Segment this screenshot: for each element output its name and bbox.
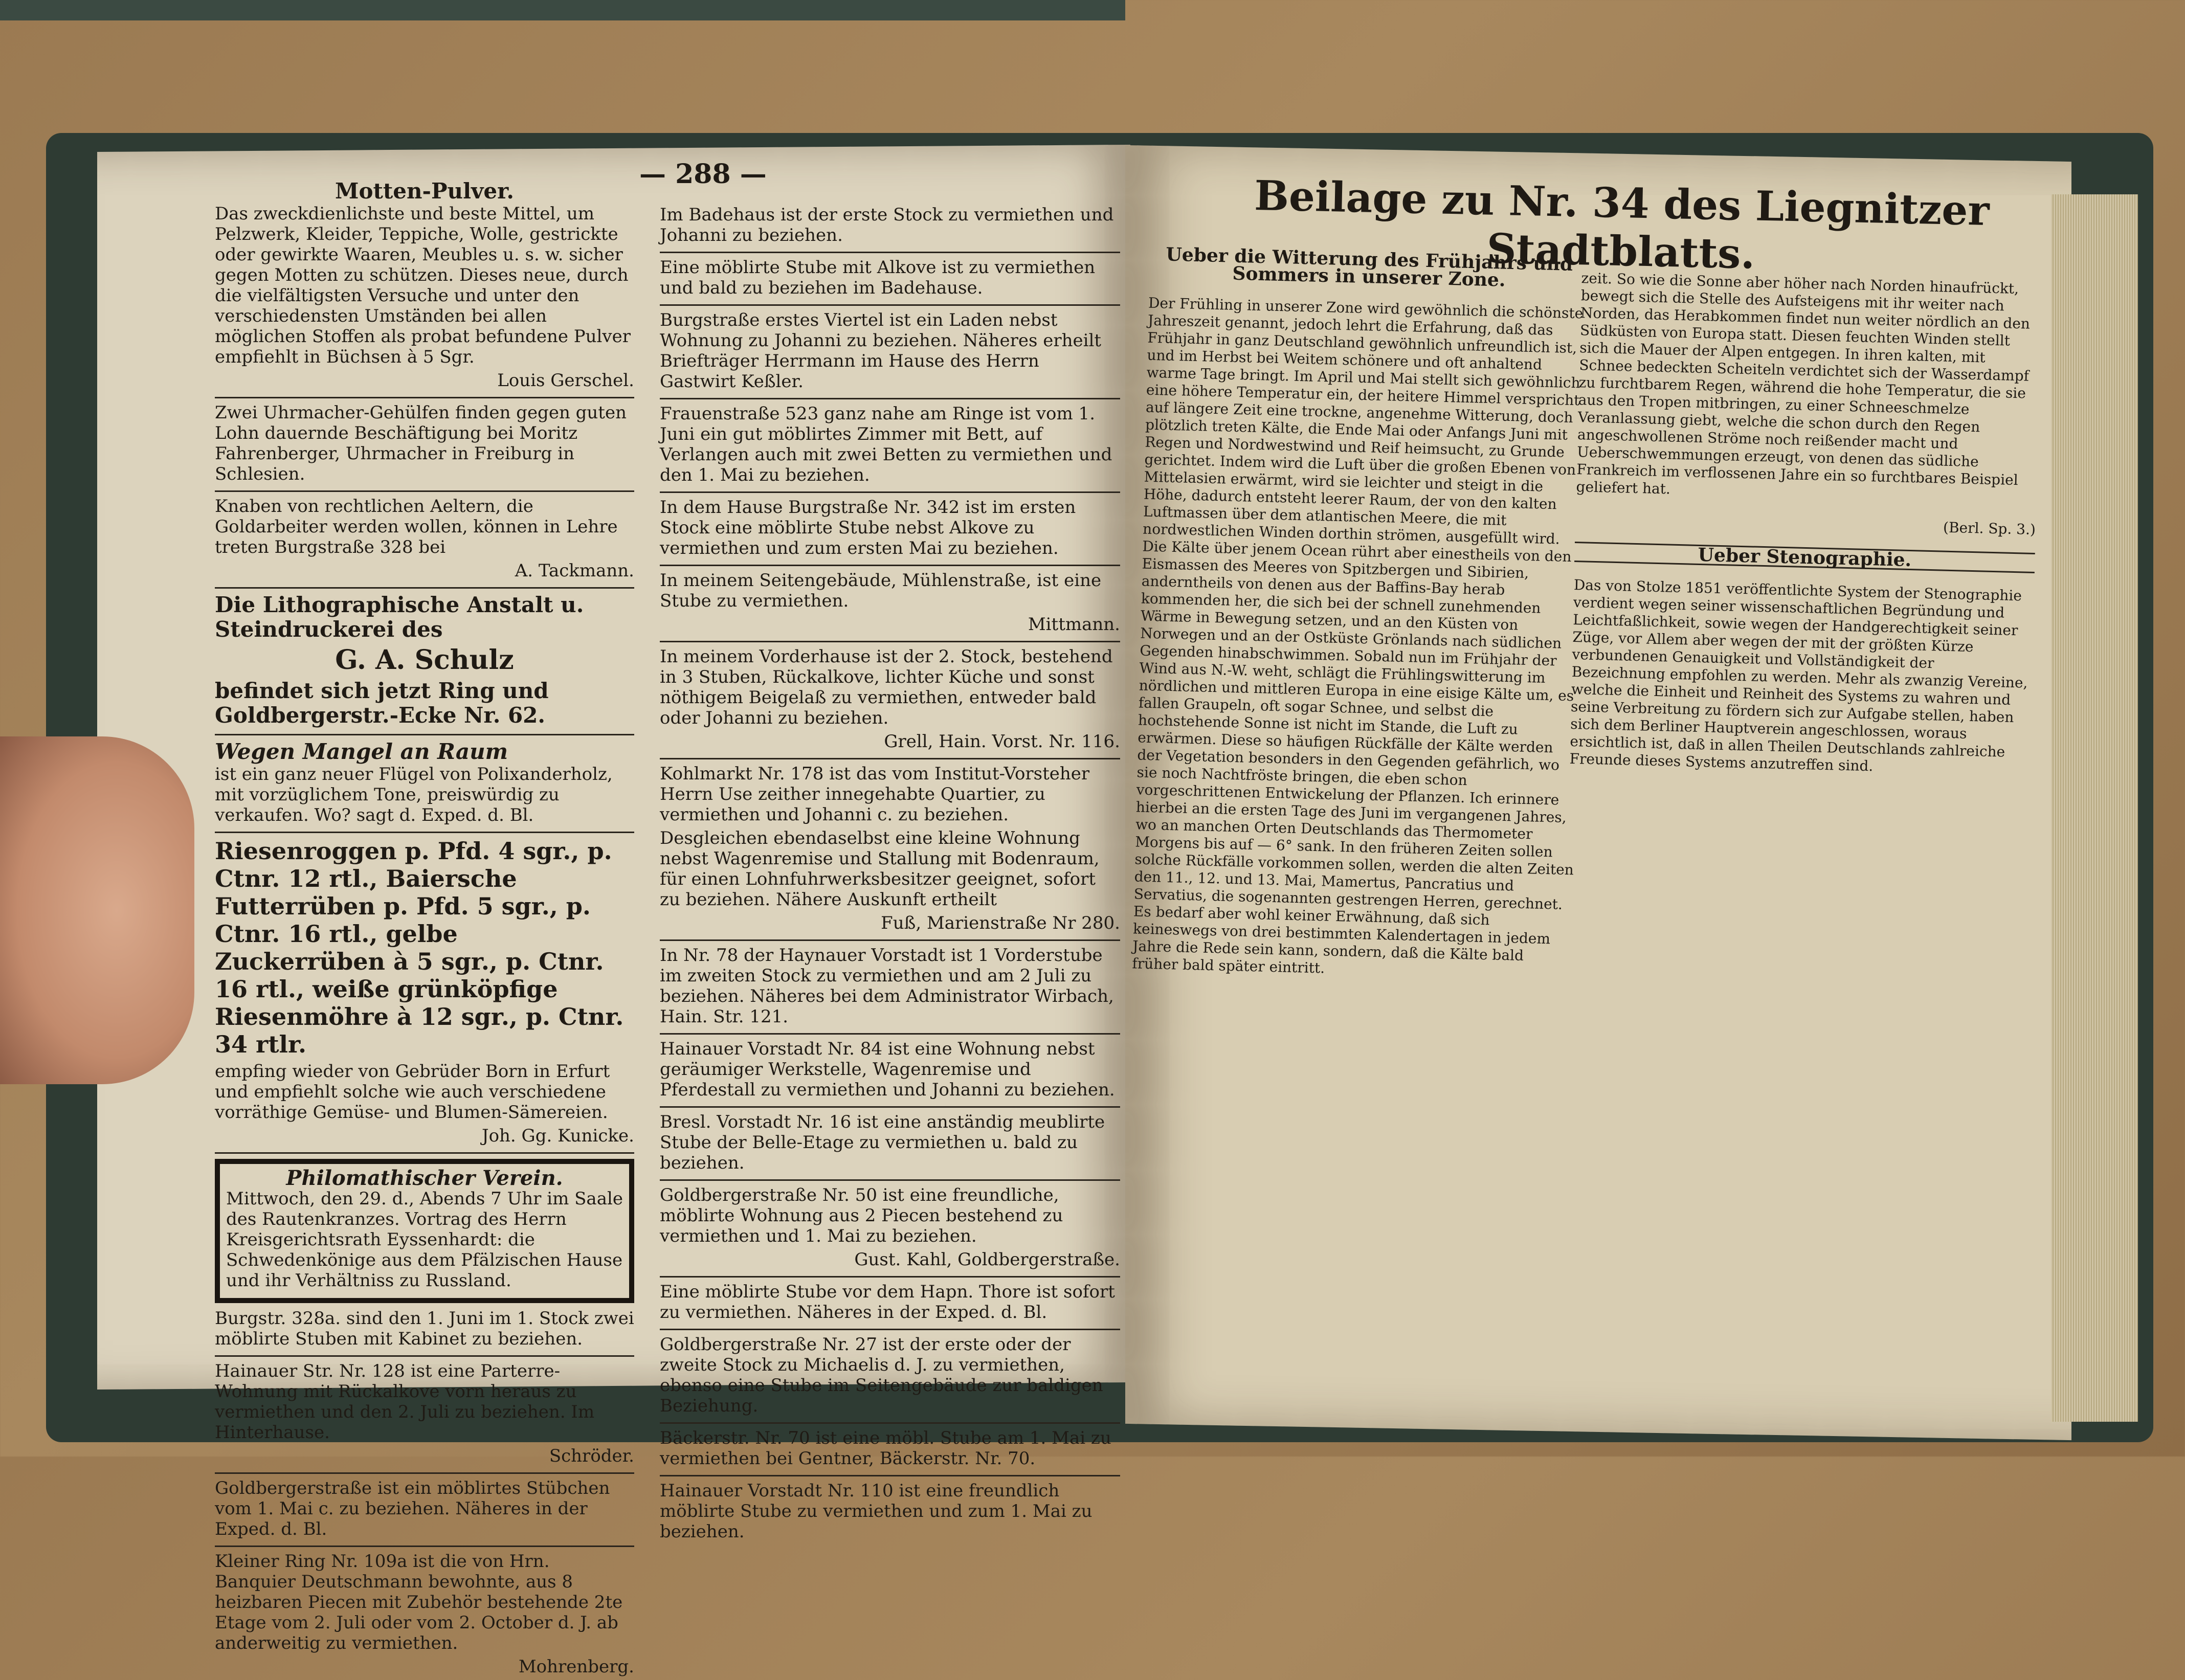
page-number: — 288 — (639, 159, 767, 190)
article-title: Ueber die Witterung des Frühjahrs und Sommers in unserer Zone. (1166, 243, 1573, 291)
ad-text: Goldbergerstraße ist ein möblirtes Stübchen vom 1. Mai c. zu beziehen. Näheres in der Exped. d. Bl. (215, 1478, 610, 1539)
ad-text: Hainauer Str. Nr. 128 ist eine Parterre-Wohnung mit Rückalkove vorn heraus zu vermiethen und den 2. Juli zu beziehen. Im Hinterhause. (215, 1361, 595, 1443)
ad-signature: Louis Gerschel. (497, 370, 634, 391)
ad-title: Die Lithographische Anstalt u. Steindruckerei des (215, 592, 584, 642)
ad-text: Burgstraße erstes Viertel ist ein Laden nebst Wohnung zu Johanni zu beziehen. Näheres erheilt Briefträger Herrmann im Hause des Herrn Gastwirt Keßler. (660, 310, 1102, 392)
ad-lithographie (215, 593, 634, 735)
article-title-stenographie: Ueber Stenographie. (1574, 542, 2035, 573)
ad-baeckerstrasse (660, 1428, 1120, 1476)
page-edges (2051, 194, 2138, 1422)
ad-bresl-vorstadt (660, 1112, 1120, 1181)
ad-wagenremise (660, 828, 1120, 941)
ad-text: In meinem Seitengebäude, Mühlenstraße, ist eine Stube zu vermiethen. (660, 570, 1102, 611)
right-column-1 (1131, 245, 1589, 998)
ad-text: Kohlmarkt Nr. 178 ist das vom Institut-Vorsteher Herrn Use zeither innegehabte Quartier, zu vermiethen und Johanni c. zu beziehen. (660, 764, 1090, 825)
ad-text: Zwei Uhrmacher-Gehülfen finden gegen guten Lohn dauernde Beschäftigung bei Moritz Fahrenberger, Uhrmacher in Freiburg in Schlesien. (215, 402, 627, 484)
ad-text: Riesenroggen p. Pfd. 4 sgr., p. Ctnr. 12 rtl., Baiersche Futterrüben p. Pfd. 5 sgr., p. Ctnr. 16 rtl., gelbe Zuckerrüben à 5 sgr., p. Ctnr. 16 rtl., weiße grünköpfige Riesenmöhre à 12 sgr., p. Ctnr. 34 rtlr. (215, 837, 624, 1058)
ad-goldberger-50 (660, 1185, 1120, 1278)
ad-raum (215, 740, 634, 833)
ad-text: Knaben von rechtlichen Aeltern, die Goldarbeiter werden wollen, können in Lehre treten Burgstraße 328 bei (215, 496, 618, 557)
ad-text: empfing wieder von Gebrüder Born in Erfurt und empfiehlt solche wie auch verschiedene vorräthige Gemüse- und Blumen-Sämereien. (215, 1061, 610, 1123)
ad-text: Hainauer Vorstadt Nr. 84 ist eine Wohnung nebst geräumiger Werkstelle, Wagenremise und Pferdestall zu vermiethen und Johanni zu beziehen. (660, 1039, 1115, 1100)
article-text: Der Frühling in unserer Zone wird gewöhnlich die schönste Jahreszeit genannt, jedoch lehrt die Erfahrung, daß das Frühjahr in ganz Deutschland gewöhnlich unfreundlich ist, und im Herbst bei Weitem schönere und oft anhaltend warme Tage bringt. Im April und Mai stellt sich gewöhnlich eine höhere Temperatur ein, der heitere Himmel verspricht auf längere Zeit eine trockne, angenehme Witterung, doch plötzlich treten Kälte, die Ende Mai oder Anfangs Juni mit Regen und Nordwestwind und Reif heimsucht, zu Grunde gerichtet. Indem wird die Luft über die großen Ebenen von Mittelasien erwärmt, wird sie leichter und steigt in die Höhe, dadurch entsteht leerer Raum, der von den kalten Luftmassen über dem atlantischen Meere, die mit nordwestlichen Winden dorthin strömen, ausgefüllt wird. Die Kälte über jenem Ocean rührt aber einestheils von den Eismassen des Meeres von Spitzbergen und Sibirien, anderntheils von denen aus der Baffins-Bay herab kommenden her, die sich bei der schnell zunehmenden Wärme in Bewegung setzen, und an den Küsten von Norwegen und an der Ostküste Grönlands nach südlichen Gegenden hinabschwimmen. Sobald nun im Frühjahr der Wind aus N.-W. weht, schlägt die Frühlingswitterung im nördlichen und mittleren Europa in eine eisige Kälte um, es fallen Graupeln, oft sogar Schnee, und selbst die hochstehende Sonne ist nicht im Stande, die Luft zu erwärmen. Diese so häufigen Rückfälle der Kälte werden der Vegetation besonders in den Gegenden gefährlich, wo sie noch Nachtfröste bringen, die eben schon vorgeschrittenen Entwickelung der Pflanzen. Ich erinnere hierbei an die ersten Tage des Juni im vergangenen Jahres, wo an manchen Orten Deutschlands das Thermometer Morgens bis auf — 6° sank. In den früheren Zeiten sollen solche Rückfälle vorkommen sollen, werden die alten Zeiten den 11., 12. und 13. Mai, Mamertus, Pancratius und Servatius, die sogenannten gestrengen Herren, gerechnet. Es bedarf aber wohl keiner Erwähnung, daß sich keineswegs von drei bestimmten Kalendertagen in jedem Jahre die Rede sein kann, sondern, daß die Kälte bald früher bald später eintritt. (1132, 294, 1584, 977)
article-text: zeit. So wie die Sonne aber höher nach Norden hinaufrückt, bewegt sich die Stelle des Aufsteigens mit ihr weiter nach Norden, das Herabkommen findet nun weiter nördlich an den Südküsten von Europa statt. Diesen feuchten Winden stellt sich die Mauer der Alpen entgegen. In ihren kalten, mit Schnee bedeckten Scheiteln verdichtet sich der Wasserdampf zu furchtbarem Regen, während die hohe Temperatur, die sie aus den Tropen mitbringen, zu einer Schneeschmelze Veranlassung giebt, welche die schon durch den Regen angeschwollenen Ströme noch reißender macht und Ueberschwemmungen erzeugt, von denen das südliche Frankreich im verflossenen Jahre ein so furchtbares Beispiel geliefert hat. (1576, 270, 2031, 498)
article-text: Das von Stolze 1851 veröffentlichte System der Stenographie verdient wegen seiner wissenschaftlichen Begründung und Leichtfaßlichkeit, sowie wegen der Handgerechtigkeit seiner Züge, vor Allem aber wegen der mit der größten Kürze verbundenen Genauigkeit und Vollständigkeit der Bezeichnung empfohlen zu werden. Mehr als zwanzig Vereine, welche die Einheit und Reinheit des Systems zu wahren und seine Verbreitung zu fördern sich zur Aufgabe stellen, haben sich dem Berliner Hauptverein angeschlossen, woraus ersichtlich ist, daß in allen Theilen Deutschlands zahlreiche Freunde dieses Systems anzutreffen sind. (1569, 576, 2028, 775)
ad-text: befindet sich jetzt Ring und Goldbergerstr.-Ecke Nr. 62. (215, 678, 549, 728)
ad-haynauer-vorstadt (660, 945, 1120, 1035)
ad-kohlmarkt (660, 764, 1120, 825)
ad-burgstrasse (660, 310, 1120, 399)
ad-name: G. A. Schulz (335, 644, 514, 676)
ad-motten (215, 179, 634, 398)
ad-title: Wegen Mangel an Raum (215, 739, 508, 764)
ad-text: Goldbergerstraße Nr. 50 ist eine freundliche, möblirte Wohnung aus 2 Piecen bestehend zu vermiethen und 1. Mai zu beziehen. (660, 1185, 1063, 1246)
right-column-2 (1569, 255, 2042, 793)
ad-frauenstrasse (660, 404, 1120, 493)
ad-signature: Mohrenberg. (518, 1656, 634, 1677)
ad-philomathischer-verein (215, 1159, 634, 1303)
ad-signature: Mittmann. (1028, 614, 1120, 635)
ad-hapn-thore (660, 1282, 1120, 1330)
ad-signature: Grell, Hain. Vorst. Nr. 116. (884, 731, 1120, 752)
ad-kleiner-ring (215, 1551, 634, 1677)
ad-text: Burgstr. 328a. sind den 1. Juni im 1. Stock zwei möblirte Stuben mit Kabinet zu beziehen. (215, 1308, 634, 1349)
masthead: Beilage zu Nr. 34 des Liegnitzer Stadtblatts. (1254, 171, 1990, 278)
ad-text: In dem Hause Burgstraße Nr. 342 ist im ersten Stock eine möblirte Stube nebst Alkove zu vermiethen und zum ersten Mai zu beziehen. (660, 497, 1076, 558)
thumb (0, 736, 194, 1084)
ad-burgstr (215, 1308, 634, 1357)
ad-text: ist ein ganz neuer Flügel von Polixanderholz, mit vorzüglichem Tone, preiswürdig zu verkaufen. Wo? sagt d. Exped. d. Bl. (215, 764, 613, 825)
ad-title: Philomathischer Verein. (286, 1166, 563, 1190)
ad-text: Das zweckdienlichste und beste Mittel, um Pelzwerk, Kleider, Teppiche, Wolle, gestrickte oder gewirkte Waaren, Meubles u. s. w. sicher gegen Motten zu schützen. Dieses neue, durch die vielfältigsten Versuche und unter den verschiedensten Umständen bei allen möglichen Stoffen als probat befundene Pulver empfiehlt in Büchsen à 5 Sgr. (215, 204, 631, 367)
ad-text: Mittwoch, den 29. d., Abends 7 Uhr im Saale des Rautenkranzes. Vortrag des Herrn Kreisgerichtsrath Eyssenhardt: die Schwedenkönige aus dem Pfälzischen Hause und ihr Verhältniss zu Russland. (226, 1189, 623, 1291)
ad-text: Hainauer Vorstadt Nr. 110 ist eine freundlich möblirte Stube zu vermiethen und zum 1. Mai zu beziehen. (660, 1481, 1092, 1542)
left-column-2 (660, 205, 1120, 1545)
ad-hainauer-str (215, 1361, 634, 1474)
table-edge (0, 0, 1125, 20)
ad-signature: Fuß, Marienstraße Nr 280. (881, 913, 1120, 933)
ad-title: Motten-Pulver. (335, 178, 515, 204)
left-column-1 (215, 179, 634, 1680)
ad-hainauer-84 (660, 1039, 1120, 1108)
ad-signature: A. Tackmann. (515, 561, 634, 581)
article-source: (Berl. Sp. 3.) (1943, 519, 2036, 538)
ad-signature: Schröder. (549, 1446, 634, 1466)
ad-badehaus (660, 205, 1120, 253)
ad-muehlenstrasse (660, 570, 1120, 642)
ad-text: Im Badehaus ist der erste Stock zu vermiethen und Johanni zu beziehen. (660, 205, 1114, 245)
ad-alkove (660, 257, 1120, 306)
ad-goldbergerstrasse (215, 1478, 634, 1547)
ad-burgstrasse-342 (660, 497, 1120, 566)
ad-text: Kleiner Ring Nr. 109a ist die von Hrn. Banquier Deutschmann bewohnte, aus 8 heizbaren Piecen mit Zubehör bestehende 2te Etage vom 2. Juli oder vom 2. October d. J. ab anderweitig zu vermiethen. (215, 1551, 623, 1653)
ad-text: In Nr. 78 der Haynauer Vorstadt ist 1 Vorderstube im zweiten Stock zu vermiethen und am 2 Juli zu beziehen. Näheres bei dem Administrator Wirbach, Hain. Str. 121. (660, 945, 1114, 1027)
ad-uhrmacher (215, 402, 634, 492)
ad-text: Eine möblirte Stube vor dem Hapn. Thore ist sofort zu vermiethen. Näheres in der Exped. d. Bl. (660, 1282, 1115, 1323)
ad-text: Desgleichen ebendaselbst eine kleine Wohnung nebst Wagenremise und Stallung mit Bodenraum, für einen Lohnfuhrwerksbesitzer geeignet, sofort zu beziehen. Nähere Auskunft ertheilt (660, 828, 1100, 910)
ad-text: Frauenstraße 523 ganz nahe am Ringe ist vom 1. Juni ein gut möblirtes Zimmer mit Bett, auf Verlangen auch mit zwei Betten zu vermiethen und den 1. Mai zu beziehen. (660, 404, 1112, 485)
ad-riesenroggen (215, 837, 634, 1154)
ad-text: Eine möblirte Stube mit Alkove ist zu vermiethen und bald zu beziehen im Badehause. (660, 257, 1096, 298)
ad-signature: Joh. Gg. Kunicke. (481, 1126, 634, 1146)
ad-text: Goldbergerstraße Nr. 27 ist der erste oder der zweite Stock zu Michaelis d. J. zu vermiethen, ebenso eine Stube im Seitengebäude zur baldigen Beziehung. (660, 1334, 1103, 1416)
ad-text: Bäckerstr. Nr. 70 ist eine möbl. Stube am 1. Mai zu vermiethen bei Gentner, Bäckerstr. Nr. 70. (660, 1428, 1111, 1469)
ad-goldberger-27 (660, 1334, 1120, 1424)
ad-hainauer-110 (660, 1481, 1120, 1542)
ad-vorderhause (660, 646, 1120, 759)
ad-text: Bresl. Vorstadt Nr. 16 ist eine anständig meublirte Stube der Belle-Etage zu vermiethen u. bald zu beziehen. (660, 1112, 1105, 1173)
ad-signature: Gust. Kahl, Goldbergerstraße. (854, 1249, 1120, 1270)
ad-knaben (215, 496, 634, 589)
ad-text: In meinem Vorderhause ist der 2. Stock, bestehend in 3 Stuben, Rückalkove, lichter Küche und sonst nöthigem Beigelaß zu vermiethen, entweder bald oder Johanni zu beziehen. (660, 646, 1113, 728)
